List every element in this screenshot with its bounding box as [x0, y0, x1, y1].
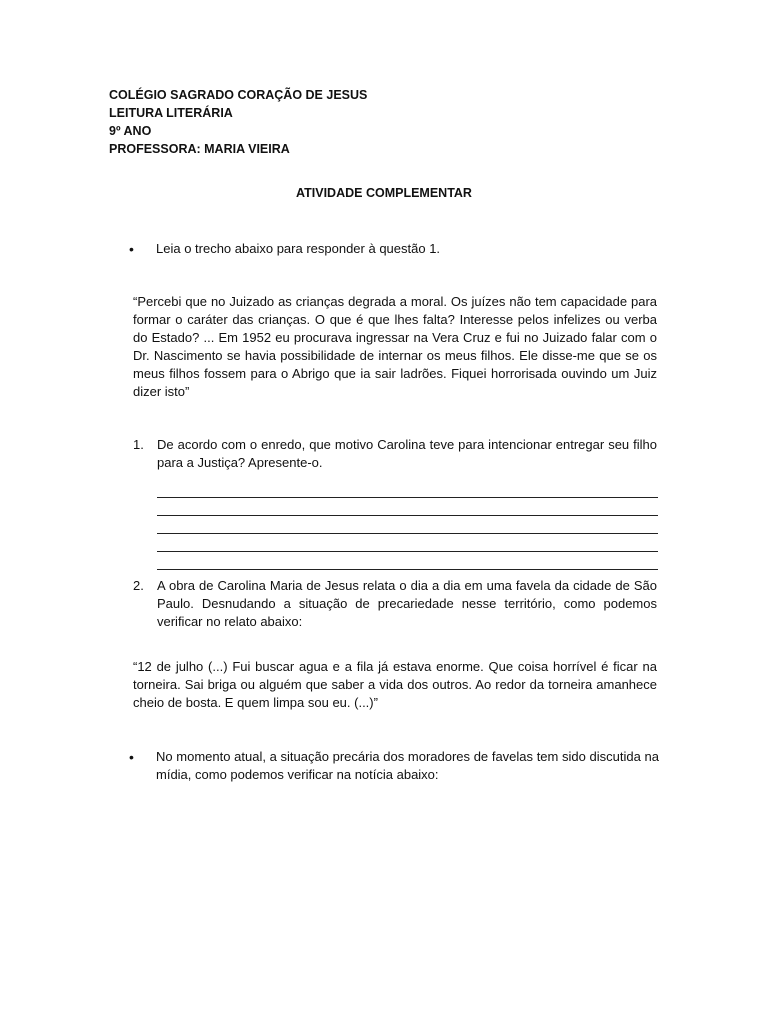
answer-lines[interactable] — [157, 480, 658, 570]
grade-level: 9º ANO — [109, 124, 152, 138]
question-1-number: 1. — [133, 437, 144, 452]
teacher-name: PROFESSORA: MARIA VIEIRA — [109, 142, 290, 156]
answer-line[interactable] — [157, 552, 658, 570]
quote-1: “Percebi que no Juizado as crianças degrada a moral. Os juízes não tem capacidade para formar o caráter das crianças. O que é que lhes falta? Interesse pelos infelizes ou verba do Estado? ... Em 1952 eu procurava ingressar na Vera Cruz e fui no Juizado falar com o Dr. Nascimento se havia possibilidade de internar os meus filhos. Ele disse-me que se os meus filhos fossem para o Abrigo que ia sair ladrões. Fiquei horrorisada ouvindo um Juiz dizer isto” — [133, 294, 657, 399]
answer-line[interactable] — [157, 534, 658, 552]
bullet-icon: • — [129, 241, 134, 257]
instruction-2-text: No momento atual, a situação precária dos moradores de favelas tem sido discutida na mídia, como podemos verificar na notícia abaixo: — [156, 749, 659, 782]
answer-line[interactable] — [157, 516, 658, 534]
page-title: ATIVIDADE COMPLEMENTAR — [296, 186, 472, 200]
quote-2: “12 de julho (...) Fui buscar agua e a fila já estava enorme. Que coisa horrível é ficar na torneira. Sai briga ou alguém que saber a vida dos outros. Ao redor da torneira amanhece cheio de bosta. E quem limpa sou eu. (...)” — [133, 659, 657, 710]
school-name: COLÉGIO SAGRADO CORAÇÃO DE JESUS — [109, 88, 368, 102]
bullet-icon: • — [129, 749, 134, 765]
question-2-text: A obra de Carolina Maria de Jesus relata o dia a dia em uma favela da cidade de São Paulo. Desnudando a situação de precariedade nesse território, como podemos verificar no relato abaixo: — [157, 578, 657, 629]
subject-name: LEITURA LITERÁRIA — [109, 106, 233, 120]
instruction-1-text: Leia o trecho abaixo para responder à questão 1. — [156, 241, 441, 256]
answer-line[interactable] — [157, 498, 658, 516]
document-header — [109, 86, 367, 158]
question-1-text: De acordo com o enredo, que motivo Carolina teve para intencionar entregar seu filho para a Justiça? Apresente-o. — [157, 437, 657, 470]
answer-line[interactable] — [157, 480, 658, 498]
question-2-number: 2. — [133, 578, 144, 593]
